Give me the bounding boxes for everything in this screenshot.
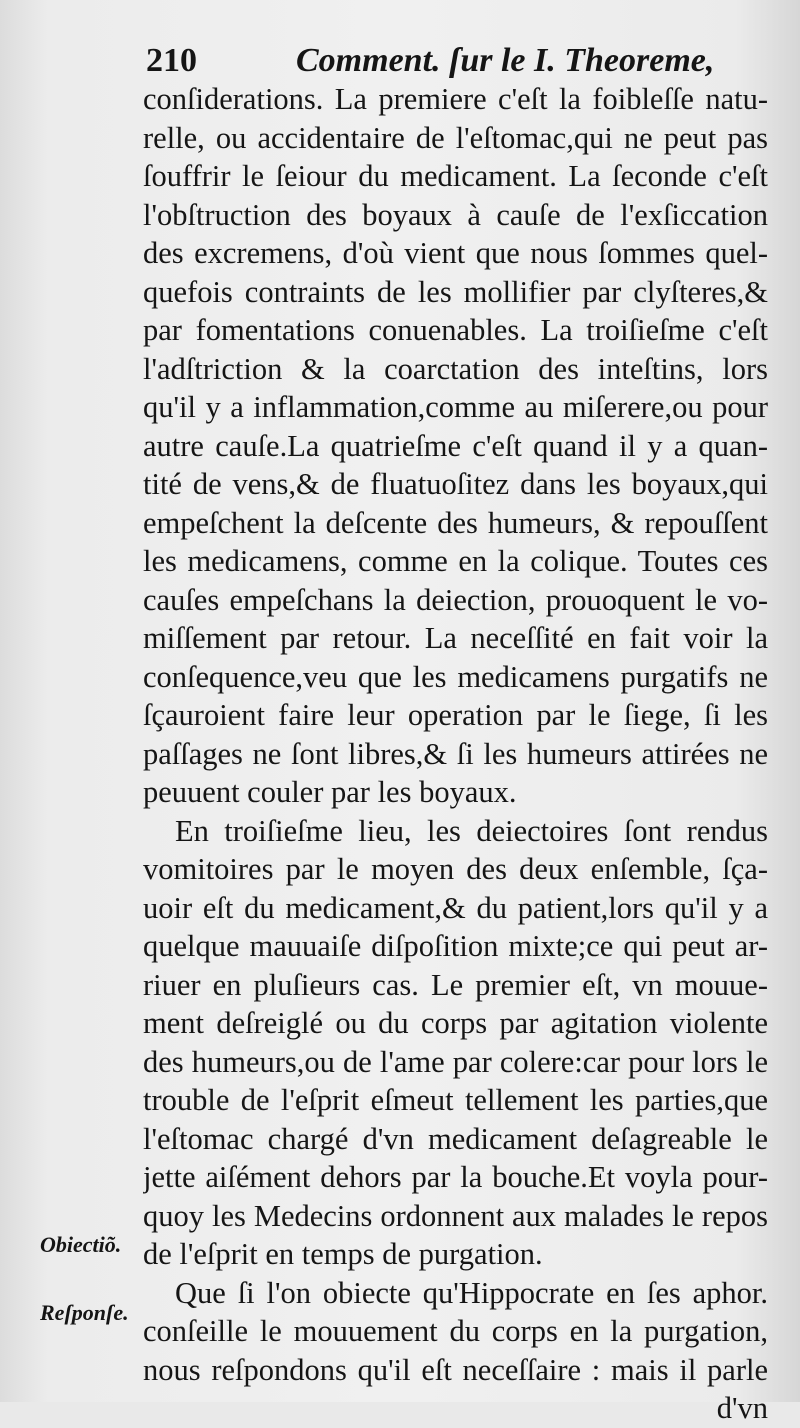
text-line: quefois contraints de les mollifier par clyſteres,& [143,274,768,309]
margin-note-response: Reſponſe. [40,1300,129,1325]
text-line: l'adſtriction & la coarctation des inteſtins, lors [143,351,768,386]
text-line: ment deſreiglé ou du corps par agitation violente [143,1006,768,1040]
text-line: quoy les Medecins ordonnent aux malades le repos [143,1198,768,1233]
text-line: quelque mauuaiſe diſpoſition mixte;ce qui peut ar- [143,929,768,963]
text-line: paſſages ne ſont libres,& ſi les humeurs attirées ne [143,736,768,771]
text-line: ſçauroient faire leur operation par le ſiege, ſi les [143,698,768,732]
text-line: conſeille le mouuement du corps en la purgation, [143,1314,768,1348]
text-line: nous reſpondons qu'il eſt neceſſaire : mais il parle [143,1352,768,1387]
paragraph-first-line: Que ſi l'on obiecte qu'Hippocrate en ſes aphor. [175,1275,768,1310]
text-line: l'obſtruction des boyaux à cauſe de l'exſiccation [143,197,768,232]
text-line: jette aiſément dehors par la bouche.Et voyla pour- [143,1160,768,1194]
text-line: des excremens, d'où vient que nous ſommes quel- [143,236,768,270]
margin-note-objection: Obiectiõ. [40,1232,122,1257]
text-line: riuer en pluſieurs cas. Le premier eſt, vn mouue- [143,967,768,1002]
text-line: de l'eſprit en temps de purgation. [143,1237,543,1271]
text-line: peuuent couler par les boyaux. [143,775,517,809]
text-line: ſouffrir le ſeiour du medicament. La ſeconde c'eſt [143,159,768,193]
text-line: l'eſtomac chargé d'vn medicament deſagreable le [143,1121,768,1156]
main-text-block [143,80,768,1428]
text-line: trouble de l'eſprit eſmeut tellement les parties,que [143,1083,768,1117]
text-line: autre cauſe.La quatrieſme c'eſt quand il y a quan- [143,428,768,463]
text-line: empeſchent la deſcente des humeurs, & repouſſent [143,505,768,540]
page-number: 210 [146,42,197,79]
text-line: les medicamens, comme en la colique. Toutes ces [143,544,768,578]
text-line: conſequence,veu que les medicamens purgatifs ne [143,659,768,694]
text-line: des humeurs,ou de l'ame par colere:car pour lors le [143,1044,768,1079]
text-line: vomitoires par le moyen des deux enſemble, ſça- [143,852,768,886]
text-line: cauſes empeſchans la deiection, prouoquent le vo- [143,582,768,617]
running-title: Comment. ſur le I. Theoreme, [296,42,715,79]
text-line: miſſement par retour. La neceſſité en fait voir la [143,621,768,655]
paragraph-first-line: En troiſieſme lieu, les deiectoires ſont rendus [175,813,768,848]
text-line: relle, ou accidentaire de l'eſtomac,qui ne peut pas [143,120,768,155]
text-line: qu'il y a inflammation,comme au miſerere,ou pour [143,390,768,424]
text-line: par fomentations conuenables. La troiſieſme c'eſt [143,313,768,347]
text-line: tité de vens,& de fluatuoſitez dans les boyaux,qui [143,467,768,501]
text-line: uoir eſt du medicament,& du patient,lors qu'il y a [143,890,768,925]
catchword: d'vn [716,1391,768,1425]
text-line: conſiderations. La premiere c'eſt la foibleſſe natu- [143,82,768,116]
